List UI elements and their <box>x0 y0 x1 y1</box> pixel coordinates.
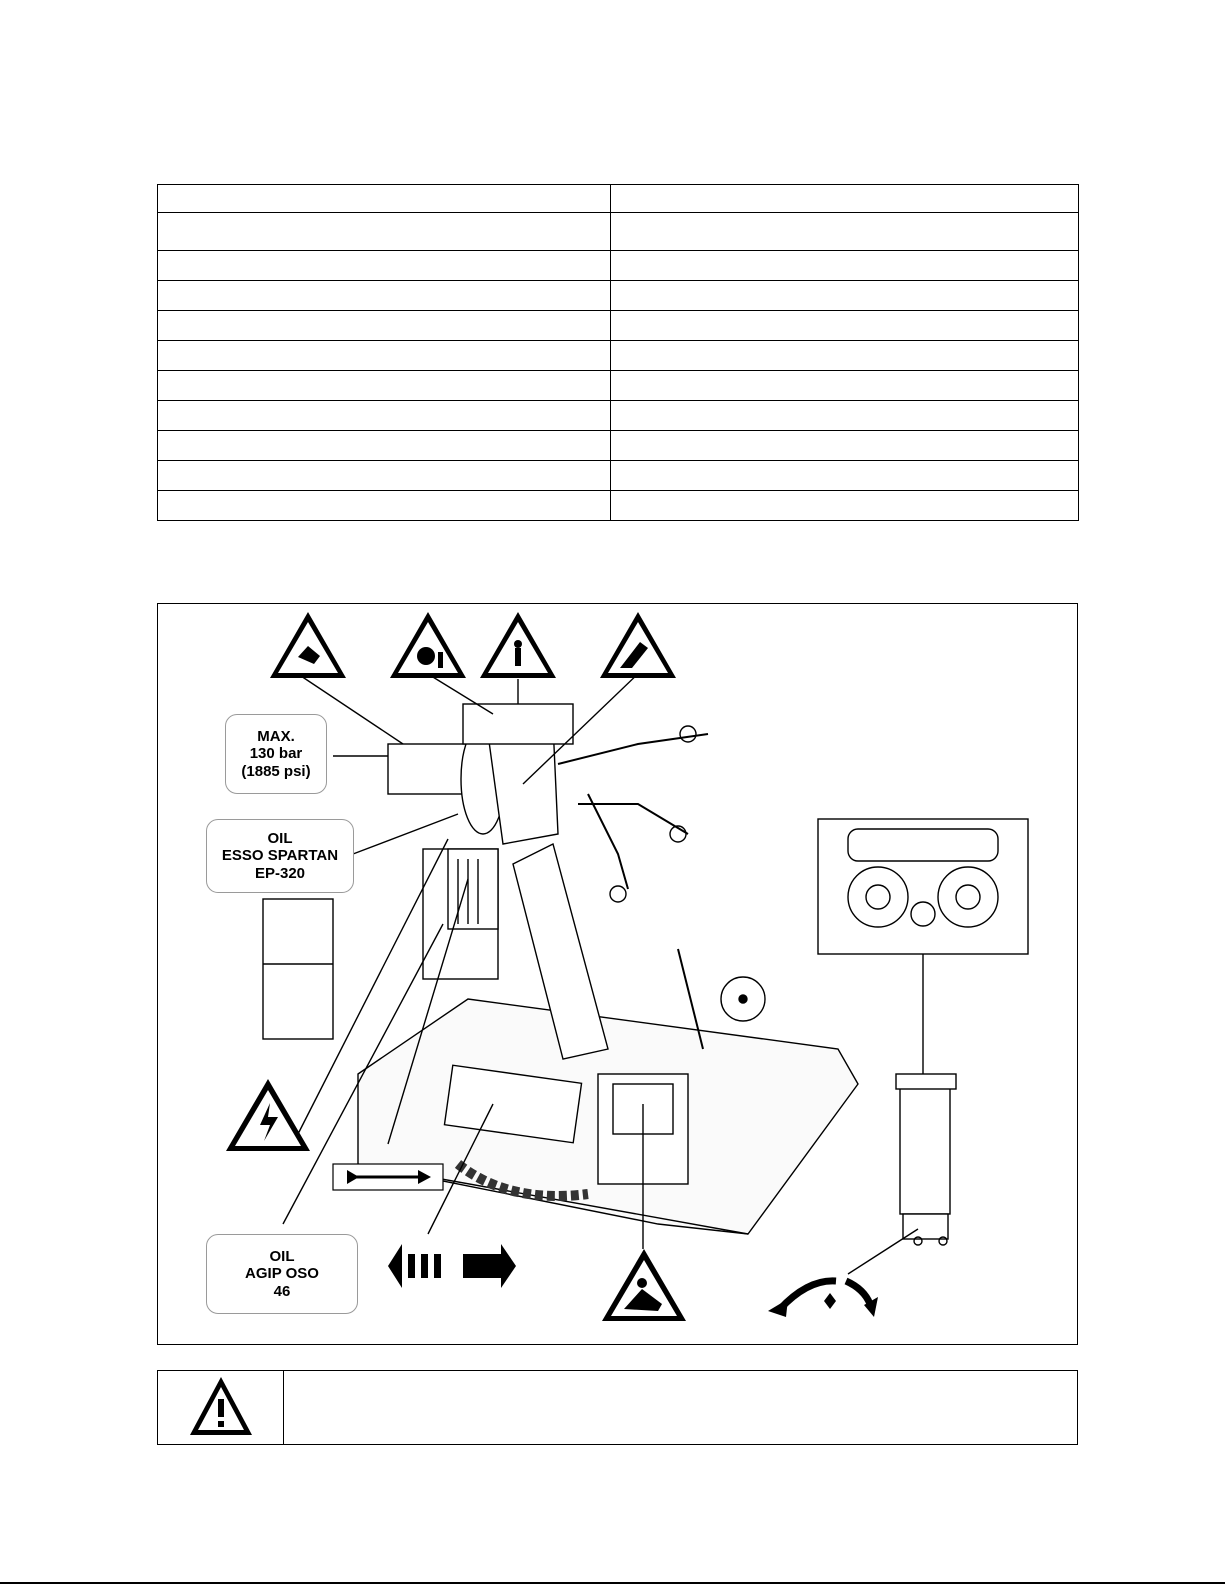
table-cell <box>158 281 611 311</box>
remote-stand <box>900 1084 950 1214</box>
table-cell <box>158 341 611 371</box>
rotation-direction-icon <box>333 1164 443 1190</box>
table-cell <box>158 251 611 281</box>
footer-rule <box>0 1582 1225 1584</box>
oil-label-agip-line1: OIL <box>269 1248 295 1266</box>
table-cell <box>611 213 1079 251</box>
table-cell <box>611 431 1079 461</box>
tyre-explosion-icon <box>390 612 466 678</box>
pressure-label-line2: 130 bar <box>249 745 303 763</box>
table-cell <box>611 491 1079 521</box>
tool-shelf <box>263 899 333 1039</box>
table-cell <box>158 185 611 213</box>
pressure-label-line1: MAX. <box>257 728 295 746</box>
table-cell <box>611 311 1079 341</box>
oil-label-agip <box>206 1234 358 1314</box>
warning-triangle-icon <box>158 1371 284 1443</box>
table-row <box>158 461 1079 491</box>
oil-label-esso-line3: EP-320 <box>254 864 306 882</box>
table-row <box>158 185 1079 213</box>
electric-hazard-icon <box>226 1079 310 1151</box>
oil-label-agip-line3: 46 <box>273 1282 291 1300</box>
table-cell <box>158 431 611 461</box>
table-row <box>158 491 1079 521</box>
oil-label-agip-line2: AGIP OSO <box>245 1265 319 1283</box>
spec-table <box>157 184 1079 521</box>
table-cell <box>611 185 1079 213</box>
pressure-label-line3: (1885 psi) <box>241 762 311 780</box>
warning-box <box>157 1370 1078 1445</box>
table-cell <box>611 251 1079 281</box>
table-row <box>158 281 1079 311</box>
oil-label-esso <box>206 819 354 893</box>
table-cell <box>611 371 1079 401</box>
table-row <box>158 213 1079 251</box>
crush-hazard-icon <box>270 612 346 678</box>
table-cell <box>158 401 611 431</box>
table-cell <box>158 371 611 401</box>
table-row <box>158 431 1079 461</box>
table-cell <box>611 281 1079 311</box>
hand-crush-icon <box>600 612 676 678</box>
oil-label-esso-line2: ESSO SPARTAN <box>221 847 339 865</box>
table-cell <box>158 461 611 491</box>
oil-label-esso-line1: OIL <box>267 830 293 848</box>
table-row <box>158 341 1079 371</box>
spec-table-body <box>158 185 1079 521</box>
move-direction-icon <box>388 1244 516 1288</box>
rotate-arrows-icon <box>768 1281 878 1317</box>
pressure-label <box>225 714 327 794</box>
table-row <box>158 311 1079 341</box>
warning-text <box>298 1381 1067 1434</box>
safety-labels-figure <box>157 603 1078 1345</box>
person-struck-icon <box>480 612 556 678</box>
warning-icon-cell <box>158 1371 284 1444</box>
table-row <box>158 371 1079 401</box>
table-row <box>158 401 1079 431</box>
table-cell <box>611 461 1079 491</box>
table-row <box>158 251 1079 281</box>
trapped-person-icon <box>602 1249 686 1321</box>
table-cell <box>611 401 1079 431</box>
table-cell <box>158 213 611 251</box>
table-cell <box>158 311 611 341</box>
table-cell <box>611 341 1079 371</box>
table-cell <box>158 491 611 521</box>
